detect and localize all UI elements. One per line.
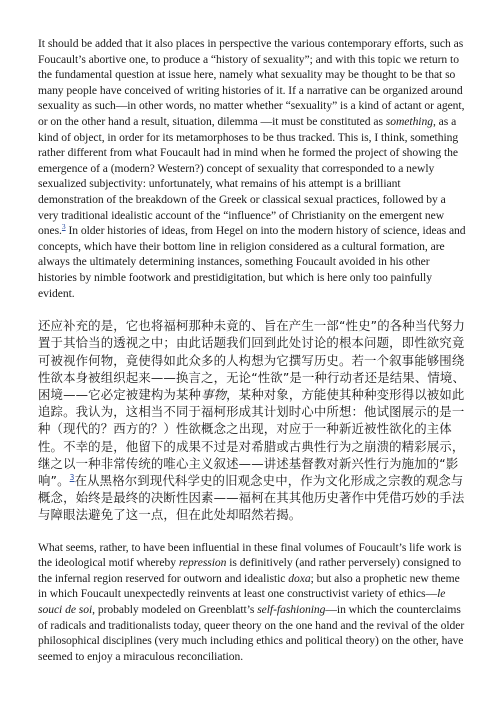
emphasis-shiwu: 事物 [201,386,227,402]
text-run: It should be added that it also places in perspective the various contemporary efforts, such as Foucault’s abortive one, to produce a “history of sexuality”; and with this topic we return to the fundamental question at issue here, namely what sexuality may be thought to be that so many people have conceived of writing histories of it. If a narrative can be organized around sexuality as such—in other words, no matter whether “sexuality” is a kind of actant or agent, or on the other hand a result, situation, dilemma —it must be constituted as [38,37,465,128]
emphasis-something: something [385,114,433,128]
text-run: What seems, rather, to have been influential in these final volumes of Foucault’s life work is the ideological motif whereby [38,540,462,570]
paragraph-english-1 [38,36,466,301]
text-run: In older histories of ideas, from Hegel on into the modern history of science, ideas and concepts, which have their bottom line in religion considered as a cultural formation, are always the ultimately determining instances, something Foucault avoided in his other histories by nimble footwork and prestidigitation, but which is here only too painfully evident. [38,224,466,300]
emphasis-le-souci-de-soi: le souci de soi [38,587,446,616]
paragraph-chinese-translation [38,317,466,523]
emphasis-doxa: doxa [288,571,311,585]
paragraph-english-2 [38,540,466,665]
text-run: —in which the counterclaims of radicals and traditionalists today, queer theory on the one hand and the revival of the older philosophical disciplines (very much including ethics and political theory) on the other, have seemed to enjoy a miraculous reconciliation. [38,602,465,663]
text-run: 还应补充的是，它也将福柯那种未竟的、旨在产生一部“性史”的各种当代努力置于其恰当的透视之中；由此话题我们回到此处讨论的根本问题，即性欲究竟可被视作何物，竟使得如此众多的人构想为它撰写历史。若一个叙事能够围绕性欲本身被组织起来——换言之，无论“性欲”是一种行动者还是结果、情境、困境——它必定被建构为某种 [38,318,465,402]
emphasis-repression: repression [178,556,227,570]
text-run: is definitively (and rather perversely) consigned to the infernal region reserved for outworn and idealistic [38,556,462,585]
emphasis-self-fashioning: self-fashioning [257,602,326,616]
text-run: , probably modeled on Greenblatt’s [92,602,258,616]
text-run: , as a kind of object, in order for its metamorphoses to be thus tracked. This is, I think, something rather different from what Foucault had in mind when he formed the project of showing the emergence of a (modern? Western?) concept of sexuality that corresponded to a newly sexualized subjectivity: unfortunately, what remains of his attempt is a brilliant demonstration of the breakdown of the Greek or classical sexual practices, followed by a very traditional idealistic account of the “influence” of Christianity on the emergent new ones. [38,114,459,238]
document-page [38,36,466,664]
footnote-link-3[interactable]: 3 [61,222,66,232]
footnote-link-3-zh[interactable]: 3 [69,472,75,482]
text-run: ; but also a prophetic new theme in which Foucault unexpectedly reinvents at least one constructivist variety of ethics— [38,571,460,601]
text-run: 在从黑格尔到现代科学史的旧观念史中，作为文化形成之宗教的观念与概念，始终是最终的决断性因素——福柯在其其他历史著作中凭借巧妙的手法与障眼法避免了这一点，但在此处却昭然若揭。 [38,472,465,523]
text-run: ，某种对象，方能使其种种变形得以被如此追踪。我认为，这相当不同于福柯形成其计划时心中所想：他试图展示的是一种（现代的？西方的？）性欲概念之出现，对应于一种新近被性欲化的主体性。不幸的是，他留下的成果不过是对希腊或古典性行为之崩溃的精彩展示，继之以一种非常传统的唯心主义叙述——讲述基督教对新兴性行为施加的“影响”。 [38,386,465,488]
